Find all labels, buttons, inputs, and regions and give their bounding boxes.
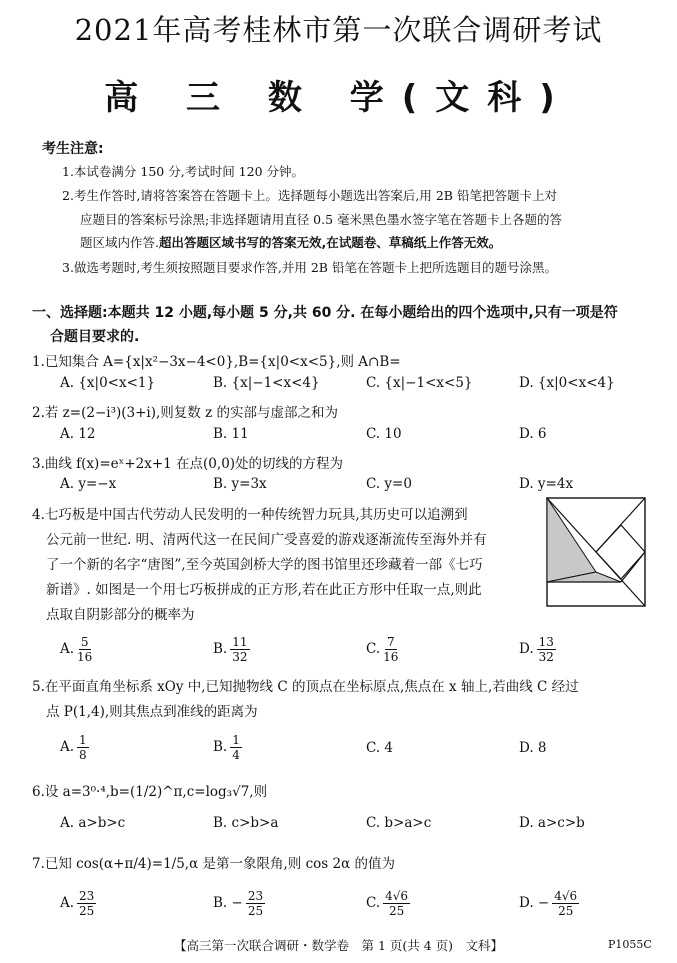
numerator: 23: [79, 889, 95, 903]
notice-bold: 超出答题区域书写的答案无效,在试题卷、草稿纸上作答无效。: [158, 235, 502, 250]
notice-item-2-cont: 应题目的答案标号涂黑;非选择题请用直径 0.5 毫米黑色墨水签字笔在答题卡上各题的答: [80, 212, 563, 227]
page-footer: 【高三第一次联合调研・数学卷 第 1 页(共 4 页) 文科】: [173, 938, 504, 953]
q7-option-c: [366, 889, 410, 918]
question-4-line-3: 了一个新的名字“唐图”,至今英国剑桥大学的图书馆里还珍藏着一部《七巧: [46, 557, 483, 573]
denominator: 25: [388, 904, 405, 918]
denominator: 16: [77, 650, 93, 664]
q6-option-b: B. c>b>a: [213, 815, 279, 831]
q5-option-c: C. 4: [366, 740, 394, 756]
exam-title: 2021年高考桂林市第一次联合调研考试: [74, 13, 603, 47]
notice-item-2-cont2: [80, 233, 501, 251]
option-label: D.: [519, 641, 534, 657]
section-heading-cont: 合题目要求的.: [50, 329, 140, 345]
denominator: 16: [383, 650, 399, 664]
q3-option-d: D. y=4x: [519, 476, 574, 492]
numerator: 1: [232, 733, 240, 747]
fraction: [77, 635, 92, 664]
question-3-stem: 3.曲线 f(x)=eˣ+2x+1 在点(0,0)处的切线的方程为: [32, 456, 344, 472]
question-4-line-5: 点取自阴影部分的概率为: [46, 607, 195, 623]
q1-option-c: C. {x|−1<x<5}: [366, 375, 473, 391]
question-5-line-1: 5.在平面直角坐标系 xOy 中,已知抛物线 C 的顶点在坐标原点,焦点在 x 轴上,若曲线 C 经过: [32, 679, 579, 695]
q4-option-a: [60, 635, 92, 664]
fraction: [230, 635, 249, 664]
q6-option-a: A. a>b>c: [60, 815, 126, 831]
question-6-stem: 6.设 a=3⁰·⁴,b=(1/2)^π,c=log₃√7,则: [32, 784, 268, 800]
fraction: [230, 733, 242, 762]
option-label: C.: [366, 895, 381, 911]
denominator: 25: [79, 904, 95, 918]
q2-option-a: A. 12: [60, 426, 96, 442]
q2-option-c: C. 10: [366, 426, 402, 442]
q2-option-d: D. 6: [519, 426, 547, 442]
numerator: 13: [538, 635, 554, 649]
denominator: 32: [232, 650, 248, 664]
section-heading: 一、选择题:本题共 12 小题,每小题 5 分,共 60 分. 在每小题给出的四个选项中,只有一项是符: [32, 305, 618, 321]
notice-heading: 考生注意:: [42, 141, 104, 157]
fraction: [383, 635, 398, 664]
denominator: 32: [538, 650, 554, 664]
q4-option-b: [213, 635, 250, 664]
question-7-stem: 7.已知 cos(α+π/4)=1/5,α 是第一象限角,则 cos 2α 的值为: [32, 856, 395, 872]
q6-option-d: D. a>c>b: [519, 815, 585, 831]
q2-option-b: B. 11: [213, 426, 249, 442]
fraction: [246, 889, 265, 918]
question-4-line-2: 公元前一世纪. 明、清两代这一在民间广受喜爱的游戏逐渐流传至海外并有: [46, 532, 487, 548]
notice-item-3: 3.做选考题时,考生须按照题目要求作答,并用 2B 铅笔在答题卡上把所选题目的题号涂黑。: [62, 260, 557, 275]
numerator: 4√6: [385, 889, 409, 903]
q3-option-a: A. y=−x: [60, 476, 117, 492]
question-4-line-1: 4.七巧板是中国古代劳动人民发明的一种传统智力玩具,其历史可以追溯到: [32, 507, 468, 523]
notice-item-2: 2.考生作答时,请将答案答在答题卡上。选择题每小题选出答案后,用 2B 铅笔把答题卡上对: [62, 188, 557, 203]
q1-option-a: A. {x|0<x<1}: [60, 375, 156, 391]
q5-option-b: [213, 733, 242, 762]
option-label: B.: [213, 739, 228, 755]
option-label: C.: [366, 641, 381, 657]
notice-item-1: 1.本试卷满分 150 分,考试时间 120 分钟。: [62, 164, 305, 179]
denominator: 4: [232, 748, 240, 762]
paper-code: P1055C: [608, 938, 652, 951]
question-1-stem: 1.已知集合 A={x|x²−3x−4<0},B={x|0<x<5},则 A∩B=: [32, 354, 401, 370]
numerator: 7: [386, 635, 395, 649]
question-4-line-4: 新谱》. 如图是一个用七巧板拼成的正方形,若在此正方形中任取一点,则此: [46, 582, 482, 598]
question-5-line-2: 点 P(1,4),则其焦点到准线的距离为: [46, 704, 258, 720]
option-label: A.: [60, 895, 75, 911]
fraction: [537, 635, 556, 664]
fraction: [77, 889, 96, 918]
q3-option-b: B. y=3x: [213, 476, 267, 492]
option-label: D. −: [519, 895, 550, 911]
numerator: 4√6: [554, 889, 578, 903]
q7-option-b: [213, 889, 265, 918]
option-label: B.: [213, 641, 228, 657]
numerator: 1: [79, 733, 87, 747]
q7-option-a: [60, 889, 96, 918]
numerator: 11: [232, 635, 248, 649]
option-label: A.: [60, 641, 75, 657]
q7-option-d: [519, 889, 579, 918]
question-2-stem: 2.若 z=(2−i³)(3+i),则复数 z 的实部与虚部之和为: [32, 405, 338, 421]
denominator: 25: [558, 904, 574, 918]
q3-option-c: C. y=0: [366, 476, 412, 492]
fraction: [77, 733, 89, 762]
q1-option-b: B. {x|−1<x<4}: [213, 375, 320, 391]
subject-title: 高 三 数 学(文科): [104, 78, 573, 118]
fraction: [552, 889, 579, 918]
numerator: 23: [247, 889, 264, 903]
fraction: [383, 889, 410, 918]
q5-option-a: [60, 733, 89, 762]
notice-plain: 题区域内作答.: [80, 235, 159, 250]
q5-option-d: D. 8: [519, 740, 547, 756]
q4-option-d: [519, 635, 556, 664]
tangram-figure: [546, 497, 646, 607]
q1-option-d: D. {x|0<x<4}: [519, 375, 615, 391]
q6-option-c: C. b>a>c: [366, 815, 432, 831]
denominator: 25: [247, 904, 264, 918]
denominator: 8: [79, 748, 87, 762]
option-label: B. −: [213, 895, 243, 911]
option-label: A.: [60, 739, 75, 755]
q4-option-c: [366, 635, 398, 664]
numerator: 5: [80, 635, 89, 649]
